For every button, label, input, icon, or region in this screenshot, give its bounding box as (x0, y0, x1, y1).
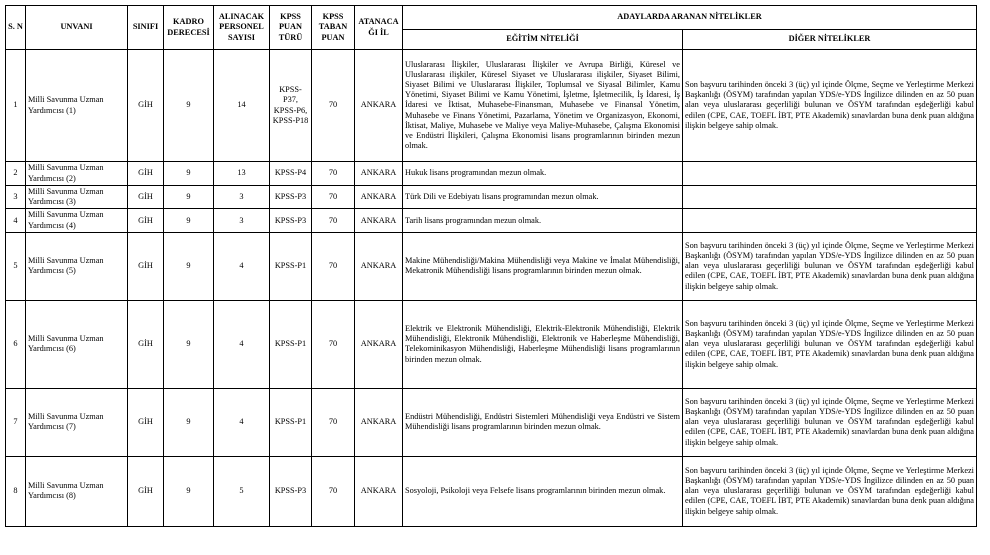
row-city: ANKARA (355, 209, 403, 232)
row-city: ANKARA (355, 388, 403, 456)
row-education: Hukuk lisans programından mezun olmak. (403, 162, 683, 186)
row-count: 4 (214, 388, 270, 456)
row-kpss-base: 70 (312, 456, 355, 526)
row-education: Uluslararası İlişkiler, Uluslararası İlişkiler ve Avrupa Birliği, Küresel ve Uluslararası ilişkiler, Küresel Siyaset ve Uluslararası ilişkiler, Siyaset Bilimi, Siyaset Bilimi ve Uluslararası İlişkiler, Toplumsal ve Siyasal Bilimler, Kamu Yönetimi, Siyaset Bilimi ve Kamu Yönetimi, İşletme, İşletmecilik, İş İdaresi, İş İdaresi ve İktisat, Muhasebe-Finansman, Muhasebe ve Finansal Yönetim, Muhasebe ve Finans Yönetimi, Pazarlama, Yönetim ve Organizasyon, Ekonomi, İktisat, Maliye, Muhasebe ve Maliye veya Maliye-Muhasebe, Çalışma Ekonomisi ve Endüstri İlişkileri, Çalışma Ekonomisi lisans programlarının birinden mezun olmak. (403, 50, 683, 162)
row-grade: 9 (164, 50, 214, 162)
row-city: ANKARA (355, 186, 403, 209)
row-education: Sosyoloji, Psikoloji veya Felsefe lisans programlarının birinden mezun olmak. (403, 456, 683, 526)
row-class: GİH (128, 162, 164, 186)
header-kpss-taban: KPSS TABAN PUAN (312, 6, 355, 50)
row-class: GİH (128, 186, 164, 209)
row-number: 8 (6, 456, 26, 526)
row-grade: 9 (164, 162, 214, 186)
table-row (6, 50, 977, 162)
row-title: Milli Savunma Uzman Yardımcısı (4) (26, 209, 128, 232)
row-count: 5 (214, 456, 270, 526)
header-diger: DİĞER NİTELİKLER (683, 30, 977, 50)
row-title: Milli Savunma Uzman Yardımcısı (7) (26, 388, 128, 456)
row-number: 3 (6, 186, 26, 209)
table-row (6, 456, 977, 526)
row-kpss-base: 70 (312, 162, 355, 186)
table-row (6, 209, 977, 232)
row-title: Milli Savunma Uzman Yardımcısı (8) (26, 456, 128, 526)
row-education: Endüstri Mühendisliği, Endüstri Sistemleri Mühendisliği veya Endüstri ve Sistem Mühendisliği lisans programlarının birinden mezun olmak. (403, 388, 683, 456)
row-other (683, 162, 977, 186)
row-count: 13 (214, 162, 270, 186)
row-kpss-type: KPSS-P3 (270, 456, 312, 526)
row-kpss-type: KPSS-P37, KPSS-P6, KPSS-P18 (270, 50, 312, 162)
table-row (6, 388, 977, 456)
row-title: Milli Savunma Uzman Yardımcısı (5) (26, 232, 128, 300)
table-body (6, 50, 977, 527)
row-education: Makine Mühendisliği/Makina Mühendisliği veya Makine ve İmalat Mühendisliği, Mekatronik Mühendisliği lisans programlarının birinden mezun olmak. (403, 232, 683, 300)
table-row (6, 186, 977, 209)
row-number: 2 (6, 162, 26, 186)
row-count: 14 (214, 50, 270, 162)
header-sn: S. N (6, 6, 26, 50)
row-kpss-type: KPSS-P1 (270, 232, 312, 300)
row-count: 4 (214, 232, 270, 300)
row-count: 3 (214, 209, 270, 232)
header-sinifi: SINIFI (128, 6, 164, 50)
header-kadro: KADRO DERECESİ (164, 6, 214, 50)
row-kpss-base: 70 (312, 388, 355, 456)
row-kpss-type: KPSS-P3 (270, 209, 312, 232)
row-grade: 9 (164, 186, 214, 209)
row-kpss-type: KPSS-P3 (270, 186, 312, 209)
positions-table (5, 5, 977, 527)
row-city: ANKARA (355, 162, 403, 186)
row-city: ANKARA (355, 300, 403, 388)
row-other: Son başvuru tarihinden önceki 3 (üç) yıl içinde Ölçme, Seçme ve Yerleştirme Merkezi Başkanlığı (ÖSYM) tarafından yapılan YDS/e-YDS İngilizce dilinden en az 50 puan alan veya uluslararası geçerliliği bulunan ve ÖSYM tarafından eşdeğerliği kabul edilen (CPE, CAE, TOEFL İBT, PTE Akademik) sınavlardan buna denk puan aldığına ilişkin belgeye sahip olmak. (683, 300, 977, 388)
row-count: 3 (214, 186, 270, 209)
row-other: Son başvuru tarihinden önceki 3 (üç) yıl içinde Ölçme, Seçme ve Yerleştirme Merkezi Başkanlığı (ÖSYM) tarafından yapılan YDS/e-YDS İngilizce dilinden en az 50 puan alan veya uluslararası geçerliliği bulunan ve ÖSYM tarafından eşdeğerliği kabul edilen (CPE, CAE, TOEFL İBT, PTE Akademik) sınavlardan buna denk puan aldığına ilişkin belgeye sahip olmak. (683, 232, 977, 300)
row-kpss-type: KPSS-P1 (270, 300, 312, 388)
row-grade: 9 (164, 456, 214, 526)
row-kpss-base: 70 (312, 50, 355, 162)
row-city: ANKARA (355, 50, 403, 162)
row-class: GİH (128, 232, 164, 300)
row-number: 5 (6, 232, 26, 300)
header-nitelikler: ADAYLARDA ARANAN NİTELİKLER (403, 6, 977, 30)
row-grade: 9 (164, 300, 214, 388)
row-grade: 9 (164, 388, 214, 456)
row-number: 4 (6, 209, 26, 232)
row-city: ANKARA (355, 456, 403, 526)
row-class: GİH (128, 456, 164, 526)
row-class: GİH (128, 388, 164, 456)
header-egitim: EĞİTİM NİTELİĞİ (403, 30, 683, 50)
row-grade: 9 (164, 232, 214, 300)
row-education: Türk Dili ve Edebiyatı lisans programından mezun olmak. (403, 186, 683, 209)
header-unvani: UNVANI (26, 6, 128, 50)
row-other: Son başvuru tarihinden önceki 3 (üç) yıl içinde Ölçme, Seçme ve Yerleştirme Merkezi Başkanlığı (ÖSYM) tarafından yapılan YDS/e-YDS İngilizce dilinden en az 50 puan alan veya uluslararası geçerliliği bulunan ve ÖSYM tarafından eşdeğerliği kabul edilen (CPE, CAE, TOEFL İBT, PTE Akademik) sınavlardan buna denk puan aldığına ilişkin belgeye sahip olmak. (683, 456, 977, 526)
row-kpss-base: 70 (312, 186, 355, 209)
row-other: Son başvuru tarihinden önceki 3 (üç) yıl içinde Ölçme, Seçme ve Yerleştirme Merkezi Başkanlığı (ÖSYM) tarafından yapılan YDS/e-YDS İngilizce dilinden en az 50 puan alan veya uluslararası geçerliliği bulunan ve ÖSYM tarafından eşdeğerliği kabul edilen (CPE, CAE, TOEFL İBT, PTE Akademik) sınavlardan buna denk puan aldığına ilişkin belgeye sahip olmak. (683, 50, 977, 162)
row-education: Tarih lisans programından mezun olmak. (403, 209, 683, 232)
row-title: Milli Savunma Uzman Yardımcısı (3) (26, 186, 128, 209)
row-kpss-base: 70 (312, 232, 355, 300)
row-number: 1 (6, 50, 26, 162)
row-other (683, 209, 977, 232)
row-class: GİH (128, 300, 164, 388)
row-other: Son başvuru tarihinden önceki 3 (üç) yıl içinde Ölçme, Seçme ve Yerleştirme Merkezi Başkanlığı (ÖSYM) tarafından yapılan YDS/e-YDS İngilizce dilinden en az 50 puan alan veya uluslararası geçerliliği bulunan ve ÖSYM tarafından eşdeğerliği kabul edilen (CPE, CAE, TOEFL İBT, PTE Akademik) sınavlardan buna denk puan aldığına ilişkin belgeye sahip olmak. (683, 388, 977, 456)
row-number: 6 (6, 300, 26, 388)
header-atanacagi: ATANACA ĞI İL (355, 6, 403, 50)
row-kpss-base: 70 (312, 209, 355, 232)
row-other (683, 186, 977, 209)
row-class: GİH (128, 209, 164, 232)
row-title: Milli Savunma Uzman Yardımcısı (2) (26, 162, 128, 186)
table-row (6, 232, 977, 300)
row-number: 7 (6, 388, 26, 456)
row-count: 4 (214, 300, 270, 388)
row-kpss-type: KPSS-P1 (270, 388, 312, 456)
header-alinacak: ALINACAK PERSONEL SAYISI (214, 6, 270, 50)
row-title: Milli Savunma Uzman Yardımcısı (1) (26, 50, 128, 162)
header-kpss-turu: KPSS PUAN TÜRÜ (270, 6, 312, 50)
row-class: GİH (128, 50, 164, 162)
row-education: Elektrik ve Elektronik Mühendisliği, Elektrik-Elektronik Mühendisliği, Elektrik Mühendisliği, Elektronik Mühendisliği, Elektronik ve Haberleşme Mühendisliği, Telekominikasyon Mühendisliği, Haberleşme Mühendisliği lisans programlarının birinden mezun olmak. (403, 300, 683, 388)
row-title: Milli Savunma Uzman Yardımcısı (6) (26, 300, 128, 388)
table-row (6, 162, 977, 186)
row-city: ANKARA (355, 232, 403, 300)
row-grade: 9 (164, 209, 214, 232)
row-kpss-base: 70 (312, 300, 355, 388)
row-kpss-type: KPSS-P4 (270, 162, 312, 186)
table-row (6, 300, 977, 388)
